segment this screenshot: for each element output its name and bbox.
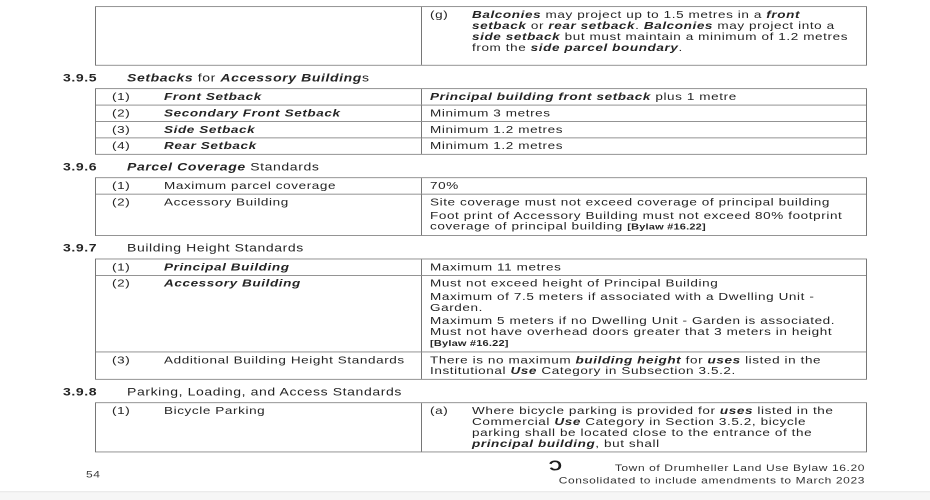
text-run: Minimum 3 metres	[430, 107, 551, 119]
row-label	[164, 141, 415, 152]
row-label	[164, 262, 415, 273]
text-run: building height	[575, 353, 682, 366]
lettered-clause	[430, 405, 858, 449]
section-number: 3.9.6	[63, 160, 98, 173]
value-cell	[421, 122, 866, 138]
value-cell	[421, 89, 866, 105]
text-run: Building Height Standards	[127, 241, 304, 254]
text-run: listed in the Institutional	[430, 353, 822, 377]
table-row	[96, 105, 866, 121]
text-run: Standards	[245, 160, 320, 173]
row-number: (1)	[112, 90, 131, 103]
clause-text	[472, 405, 858, 449]
table-row	[96, 194, 866, 235]
text-run: Rear Setback	[164, 139, 257, 152]
text-run: Balconies	[472, 8, 542, 21]
value-cell	[421, 105, 866, 121]
drumheller-logo-icon: Ɔ	[548, 457, 564, 474]
row-number: (2)	[112, 107, 131, 119]
table-row	[96, 138, 866, 154]
text-run: or	[526, 19, 549, 32]
standard-cell	[96, 403, 421, 451]
paragraph	[430, 108, 858, 119]
section-title	[127, 71, 370, 84]
paragraph	[430, 141, 858, 152]
paragraph	[430, 291, 858, 313]
text-run: may project into a	[713, 19, 835, 32]
text-run: Site coverage must not exceed coverage of principal building	[430, 196, 830, 208]
section-number: 3.9.7	[63, 241, 98, 254]
text-run: Maximum of 7.5 meters if associated with a Dwelling Unit - Garden.	[430, 290, 815, 314]
text-run: Balconies	[643, 19, 714, 32]
text-run: [Bylaw #16.22]	[627, 222, 706, 233]
balconies-continuation-table	[95, 6, 867, 65]
text-run: for	[193, 71, 221, 84]
paragraph	[430, 197, 858, 208]
row-label	[164, 278, 415, 349]
text-run: Secondary Front Setback	[164, 107, 341, 119]
value-cell	[421, 352, 866, 379]
paragraph	[430, 355, 858, 377]
standard-cell	[96, 178, 421, 194]
section-number: 3.9.5	[63, 71, 98, 84]
text-run: for	[681, 353, 708, 366]
row-number: (1)	[112, 404, 131, 417]
table-row	[96, 403, 866, 451]
table-row	[96, 178, 866, 194]
row-label	[164, 355, 415, 377]
value-cell	[421, 195, 866, 236]
text-run: Maximum 11 metres	[430, 260, 562, 273]
bottom-edge-strip	[0, 491, 930, 500]
clause-letter: (a)	[430, 404, 449, 417]
balconies-rule-cell	[421, 7, 866, 65]
standard-cell	[96, 259, 421, 275]
text-run: uses	[719, 404, 754, 417]
text-run: front setback	[472, 8, 801, 32]
footer-consolidation-note: Consolidated to include amendments to March 2023	[558, 475, 865, 486]
text-run: Parcel Coverage	[127, 160, 246, 173]
paragraph	[430, 262, 858, 273]
section-title	[127, 385, 402, 398]
value-cell	[421, 178, 866, 194]
text-run: There is no maximum	[430, 353, 576, 366]
table-row	[96, 121, 866, 137]
standard-cell	[96, 89, 421, 105]
text-run: uses	[707, 353, 741, 366]
page-number: 54	[86, 468, 101, 480]
text-run: .	[678, 41, 683, 54]
text-run: but must maintain a minimum of 1.2 metres from the	[472, 30, 849, 54]
text-run: Principal Building	[164, 260, 290, 273]
setbacks-accessory-buildings-table	[95, 88, 867, 154]
empty-cell	[96, 7, 421, 65]
clause-letter: (g)	[430, 8, 449, 21]
text-run: Accessory Building	[164, 196, 289, 208]
value-cell	[421, 259, 866, 275]
value-cell	[421, 138, 866, 154]
parcel-coverage-table	[95, 177, 867, 236]
text-run: Bicycle Parking	[164, 404, 266, 417]
clause-text	[472, 9, 858, 53]
parking-loading-access-table	[95, 402, 867, 452]
paragraph	[430, 91, 858, 102]
section-number: 3.9.8	[63, 385, 98, 398]
row-label	[164, 124, 415, 135]
table-row	[96, 352, 866, 379]
text-run: side setback	[472, 30, 561, 43]
section-title	[127, 160, 319, 173]
paragraph	[430, 210, 858, 233]
text-run: Setbacks	[127, 71, 194, 84]
text-run: Parking, Loading, and Access Standards	[127, 385, 402, 398]
text-run: side parcel boundary	[530, 41, 679, 54]
text-run: Must not exceed height of Principal Building	[430, 277, 719, 290]
text-run: s	[361, 71, 370, 84]
text-run: Additional Building Height Standards	[164, 353, 405, 366]
text-run: Where bicycle parking is provided for	[472, 404, 720, 417]
text-run: rear setback	[548, 19, 636, 32]
text-run: Use	[510, 364, 538, 377]
text-run: plus 1 metre	[650, 90, 737, 103]
paragraph	[430, 124, 858, 135]
lettered-clause	[430, 9, 858, 53]
table-row	[96, 7, 866, 65]
row-number: (1)	[112, 179, 131, 192]
section-title	[127, 241, 304, 254]
table-row	[96, 275, 866, 352]
standard-cell	[96, 276, 421, 352]
row-number: (4)	[112, 139, 131, 152]
building-height-table	[95, 259, 867, 380]
text-run: principal building	[472, 437, 596, 450]
text-run: [Bylaw #16.22]	[430, 339, 509, 349]
value-cell	[421, 403, 866, 451]
paragraph	[430, 180, 858, 191]
text-run: Principal building front setback	[430, 90, 651, 103]
paragraph	[430, 278, 858, 289]
row-label	[164, 180, 415, 191]
table-row	[96, 89, 866, 105]
standard-cell	[96, 195, 421, 236]
standard-cell	[96, 122, 421, 138]
text-run: listed in the Commercial	[472, 404, 834, 428]
text-run: Accessory Building	[220, 71, 362, 84]
section-3-9-7-heading	[63, 241, 930, 254]
footer-bylaw-title: Town of Drumheller Land Use Bylaw 16.20	[614, 462, 865, 474]
row-label	[164, 108, 415, 119]
text-run: Maximum 5 meters if no Dwelling Unit - Garden is associated. Must not have overhead doors greater that 3 meters in height	[430, 314, 836, 338]
row-number: (2)	[112, 196, 131, 208]
section-3-9-6-heading	[63, 160, 930, 173]
text-run: Foot print of Accessory Building must not exceed 80% footprint coverage of principal building	[430, 209, 843, 233]
standard-cell	[96, 105, 421, 121]
section-3-9-5-heading	[63, 71, 930, 84]
text-run: Maximum parcel coverage	[164, 179, 337, 192]
standard-cell	[96, 352, 421, 379]
row-number: (3)	[112, 123, 131, 136]
text-run: .	[635, 19, 644, 32]
paragraph	[430, 316, 858, 350]
footer-text-block	[559, 462, 865, 487]
standard-cell	[96, 138, 421, 154]
text-run: Category in Subsection 3.5.2.	[537, 364, 736, 377]
text-run: Use	[554, 415, 581, 428]
text-run: Minimum 1.2 metres	[430, 139, 564, 152]
text-run: Minimum 1.2 metres	[430, 123, 564, 136]
row-number: (1)	[112, 260, 131, 273]
text-run: Category in Section 3.5.2, bicycle parking shall be located close to the entrance of the	[472, 415, 813, 439]
row-label	[164, 91, 415, 102]
text-run: Side Setback	[164, 123, 256, 136]
row-number: (3)	[112, 353, 131, 366]
text-run: may project up to 1.5 metres in a	[541, 8, 767, 21]
section-3-9-8-heading	[63, 385, 930, 398]
text-run: Accessory Building	[164, 277, 301, 290]
row-label	[164, 197, 415, 233]
table-row	[96, 259, 866, 275]
row-label	[164, 405, 415, 449]
text-run: 70%	[430, 179, 459, 192]
paragraph	[472, 405, 858, 449]
text-run: Front Setback	[164, 90, 262, 103]
value-cell	[421, 276, 866, 352]
row-number: (2)	[112, 277, 131, 290]
text-run: , but shall	[595, 437, 660, 450]
